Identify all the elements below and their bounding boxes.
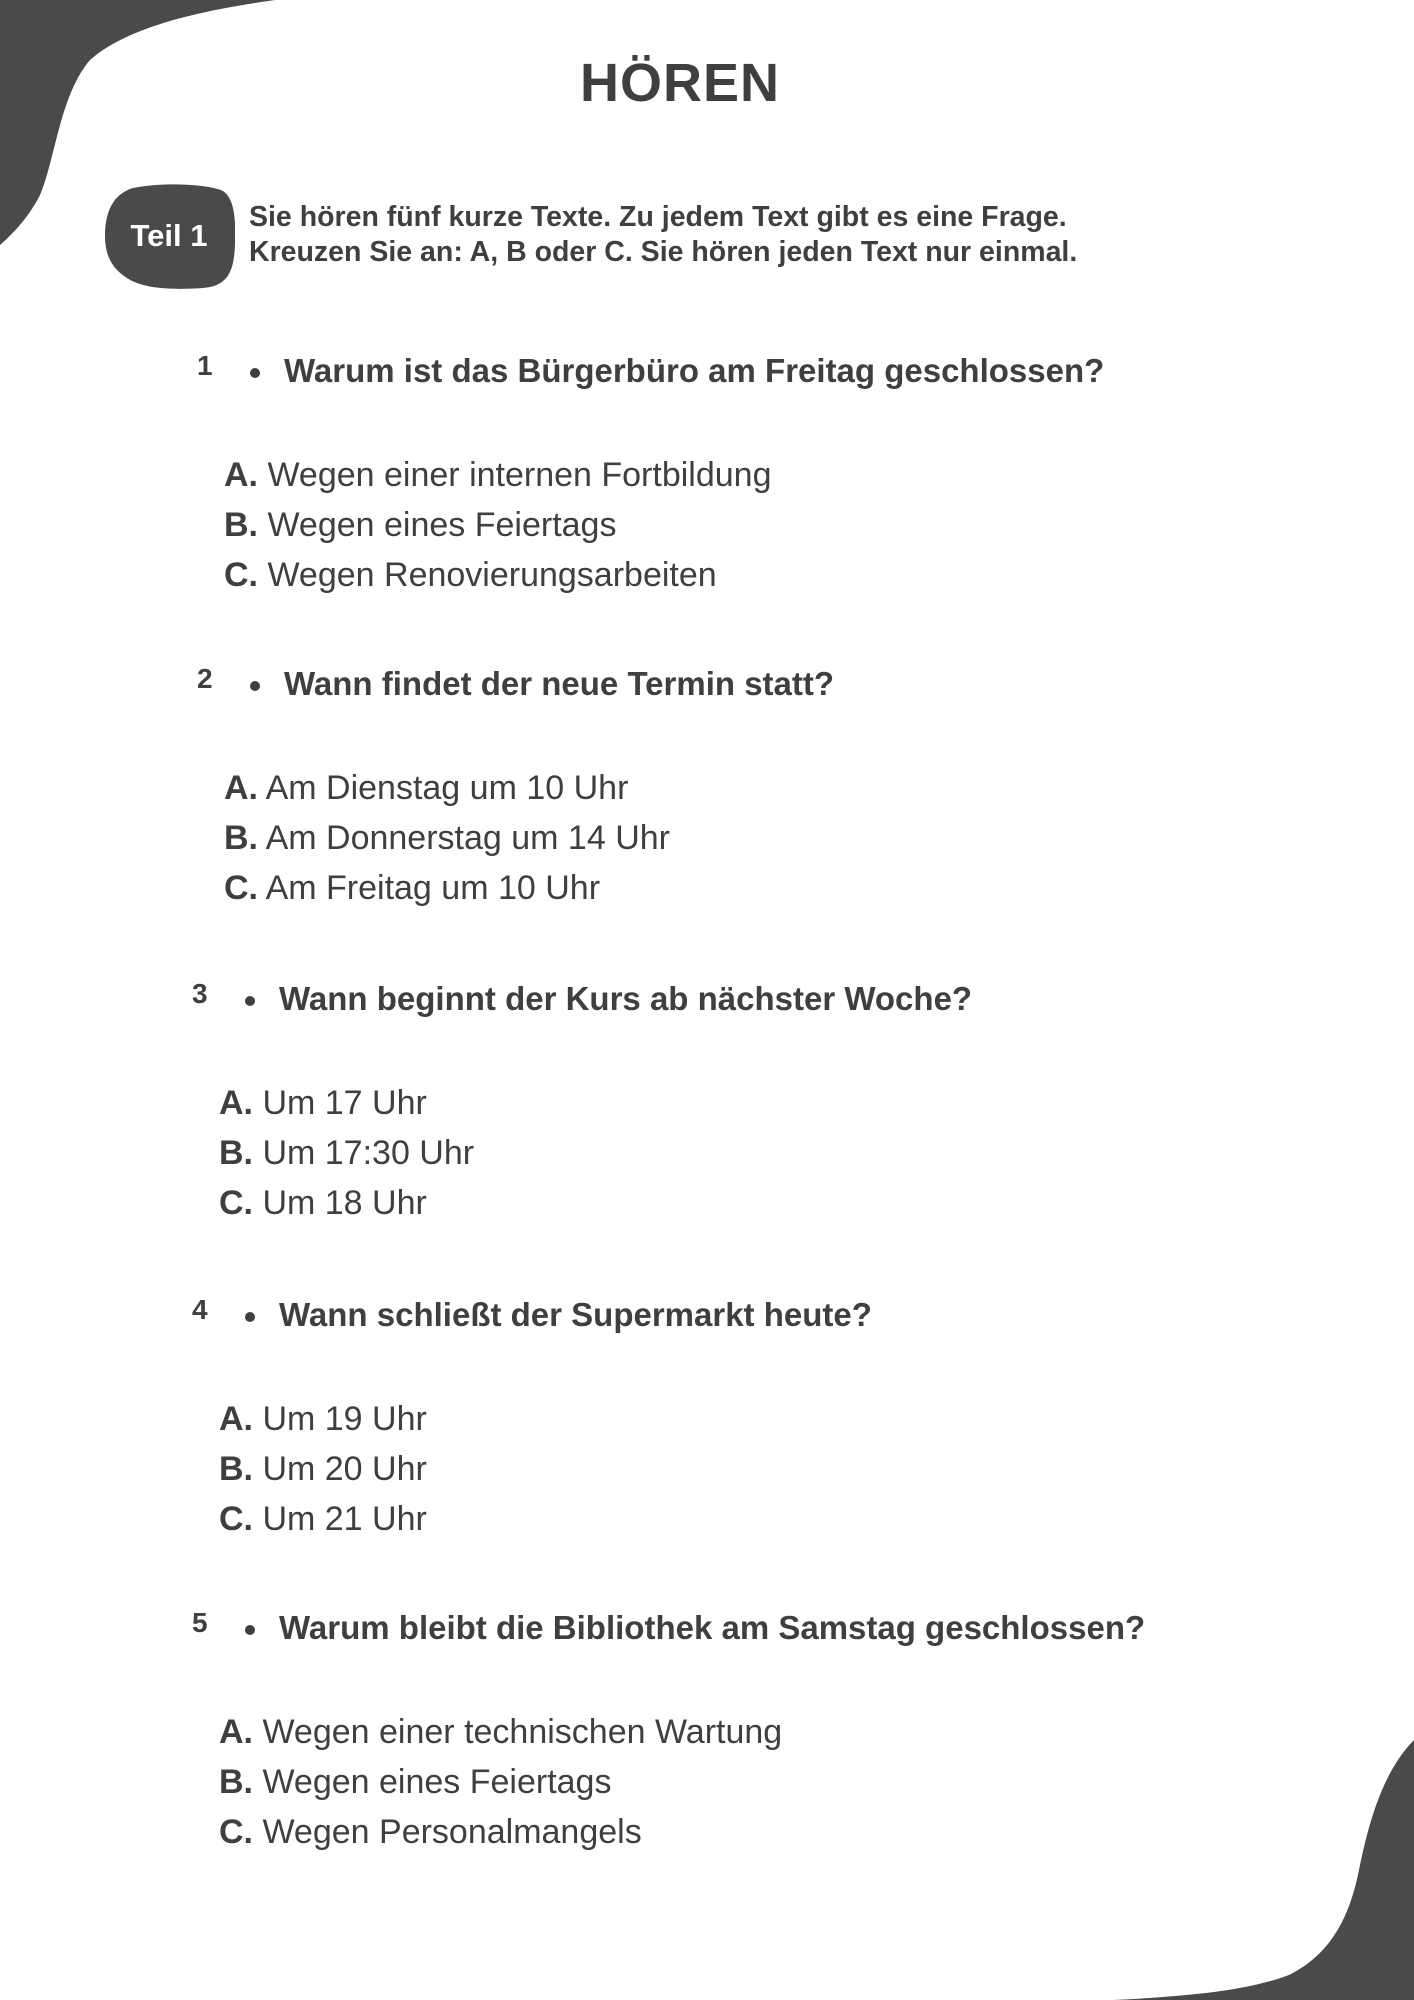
answer-option-a[interactable] — [224, 450, 771, 500]
bullet-icon — [250, 681, 260, 691]
bullet-icon — [250, 368, 260, 378]
answer-options — [219, 1078, 474, 1228]
option-text: Wegen eines Feiertags — [262, 1763, 612, 1801]
option-letter: C. — [224, 556, 258, 594]
question-text: Wann schließt der Supermarkt heute? — [279, 1296, 872, 1333]
option-text: Um 17:30 Uhr — [262, 1134, 475, 1172]
option-text: Am Freitag um 10 Uhr — [265, 869, 601, 907]
answer-option-c[interactable] — [219, 1178, 474, 1228]
option-text: Wegen einer internen Fortbildung — [267, 456, 772, 494]
question-number: 2 — [197, 663, 213, 694]
instruction-line: Kreuzen Sie an: A, B oder C. Sie hören jeden Text nur einmal. — [249, 236, 1078, 268]
option-text: Wegen einer technischen Wartung — [262, 1713, 783, 1751]
option-text: Am Dienstag um 10 Uhr — [265, 769, 629, 807]
answer-option-a[interactable] — [219, 1394, 427, 1444]
answer-option-b[interactable] — [219, 1128, 474, 1178]
option-letter: A. — [219, 1400, 253, 1438]
answer-option-c[interactable] — [219, 1494, 427, 1544]
bullet-icon — [245, 1312, 255, 1322]
option-letter: C. — [224, 869, 258, 907]
option-letter: A. — [219, 1713, 253, 1751]
option-text: Um 21 Uhr — [262, 1500, 427, 1538]
answer-options — [224, 763, 670, 913]
question-number: 3 — [192, 978, 208, 1009]
corner-decoration-bottom-right — [1114, 1740, 1414, 2000]
answer-option-b[interactable] — [219, 1757, 782, 1807]
section-badge — [103, 182, 235, 290]
option-letter: A. — [224, 456, 258, 494]
option-letter: B. — [224, 506, 258, 544]
option-letter: B. — [219, 1763, 253, 1801]
question-number: 4 — [192, 1294, 208, 1325]
answer-option-a[interactable] — [219, 1078, 474, 1128]
option-letter: A. — [224, 769, 258, 807]
bullet-icon — [245, 1625, 255, 1635]
question-text: Warum ist das Bürgerbüro am Freitag geschlossen? — [284, 352, 1105, 389]
option-letter: C. — [219, 1500, 253, 1538]
option-letter: B. — [219, 1450, 253, 1488]
option-text: Wegen Personalmangels — [262, 1813, 642, 1851]
answer-options — [224, 450, 771, 600]
option-letter: C. — [219, 1184, 253, 1222]
question-text: Warum bleibt die Bibliothek am Samstag geschlossen? — [279, 1609, 1146, 1646]
option-text: Wegen Renovierungsarbeiten — [267, 556, 717, 594]
answer-option-c[interactable] — [224, 863, 670, 913]
answer-options — [219, 1394, 427, 1544]
answer-option-b[interactable] — [224, 500, 771, 550]
answer-options — [219, 1707, 782, 1857]
option-letter: C. — [219, 1813, 253, 1851]
question-text: Wann findet der neue Termin statt? — [284, 665, 835, 702]
option-letter: B. — [219, 1134, 253, 1172]
section-label: Teil 1 — [130, 218, 208, 253]
question-text: Wann beginnt der Kurs ab nächster Woche? — [279, 980, 973, 1017]
option-text: Wegen eines Feiertags — [267, 506, 617, 544]
answer-option-a[interactable] — [224, 763, 670, 813]
option-text: Um 19 Uhr — [262, 1400, 427, 1438]
answer-option-c[interactable] — [224, 550, 771, 600]
answer-option-c[interactable] — [219, 1807, 782, 1857]
question-number: 5 — [192, 1607, 208, 1638]
answer-option-b[interactable] — [224, 813, 670, 863]
option-text: Um 20 Uhr — [262, 1450, 427, 1488]
answer-option-a[interactable] — [219, 1707, 782, 1757]
option-letter: B. — [224, 819, 258, 857]
page-title: HÖREN — [579, 53, 780, 113]
option-text: Am Donnerstag um 14 Uhr — [265, 819, 670, 857]
option-text: Um 18 Uhr — [262, 1184, 427, 1222]
option-text: Um 17 Uhr — [262, 1084, 427, 1122]
bullet-icon — [245, 996, 255, 1006]
instruction-line: Sie hören fünf kurze Texte. Zu jedem Text gibt es eine Frage. — [249, 201, 1067, 233]
section-instructions — [249, 200, 1077, 270]
question-number: 1 — [197, 350, 213, 381]
option-letter: A. — [219, 1084, 253, 1122]
answer-option-b[interactable] — [219, 1444, 427, 1494]
